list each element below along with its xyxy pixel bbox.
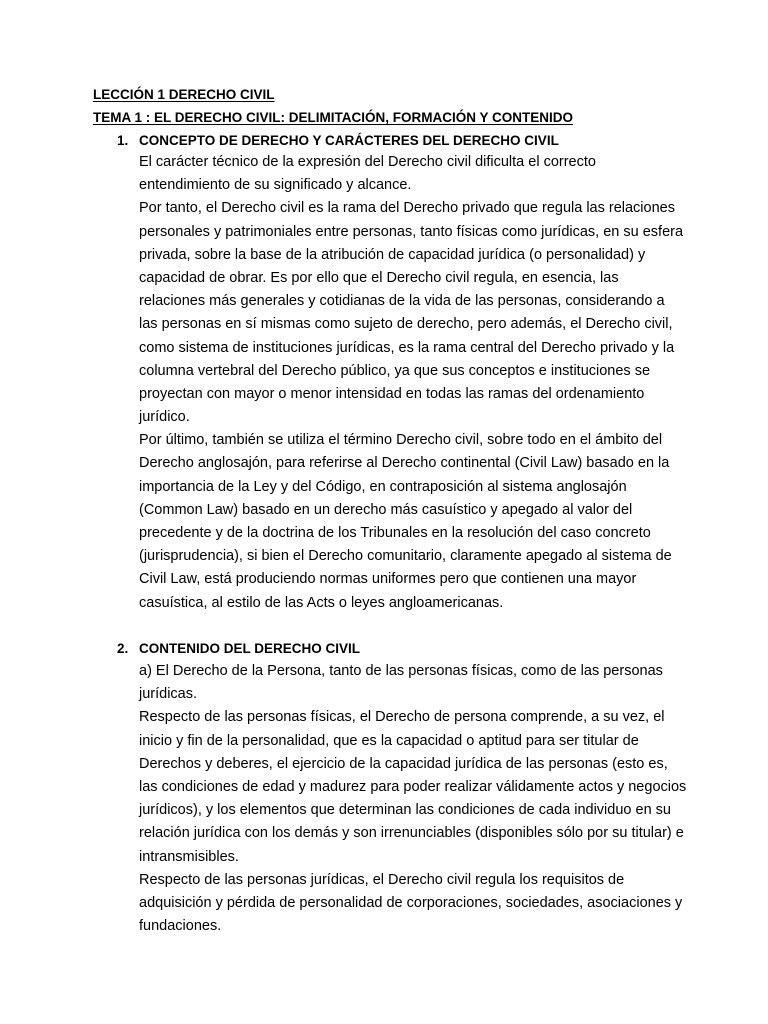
- text-line: inicio y fin de la personalidad, que es la capacidad o aptitud para ser titular de: [139, 732, 639, 749]
- section-title: CONCEPTO DE DERECHO Y CARÁCTERES DEL DERECHO CIVIL: [139, 133, 559, 148]
- text-line: Civil Law, está produciendo normas uniformes pero que contienen una mayor: [139, 571, 637, 588]
- text-line: jurídicas.: [139, 686, 198, 703]
- text-line: El carácter técnico de la expresión del Derecho civil dificulta el correcto: [139, 154, 596, 170]
- text-line: jurídicos), y los elementos que determinan las condiciones de cada individuo en su: [139, 802, 671, 819]
- text-line: a) El Derecho de la Persona, tanto de las personas físicas, como de las personas: [139, 663, 663, 679]
- section-body: [139, 151, 684, 615]
- text-line: capacidad de obrar. Es por ello que el Derecho civil regula, en esencia, las: [139, 269, 619, 286]
- text-line: intransmisibles.: [139, 848, 239, 865]
- lesson-heading: LECCIÓN 1 DERECHO CIVIL: [93, 87, 275, 102]
- section-number: 1.: [117, 133, 129, 148]
- text-line: columna vertebral del Derecho público, ya que sus conceptos e instituciones se: [139, 362, 651, 379]
- text-line: precedente y de la doctrina de los Tribunales en la resolución del caso concreto: [139, 525, 651, 541]
- text-line: personales y patrimoniales entre personas, tanto físicas como jurídicas, en su esfera: [139, 223, 684, 240]
- section-number: 2.: [117, 641, 129, 656]
- text-line: relación jurídica con los demás y son irrenunciables (disponibles sólo por su titular) e: [139, 825, 684, 842]
- topic-heading: TEMA 1 : EL DERECHO CIVIL: DELIMITACIÓN, FORMACIÓN Y CONTENIDO: [93, 110, 574, 125]
- text-line: Respecto de las personas físicas, el Derecho de persona comprende, a su vez, el: [139, 709, 665, 726]
- text-line: privada, sobre la base de la atribución de capacidad jurídica (o personalidad) y: [139, 246, 646, 263]
- text-line: fundaciones.: [139, 918, 222, 935]
- text-line: las personas en sí mismas como sujeto de derecho, pero además, el Derecho civil,: [139, 316, 673, 333]
- text-line: (Common Law) basado en un derecho más casuístico y apegado al valor del: [139, 501, 633, 518]
- text-line: como sistema de instituciones jurídicas, es la rama central del Derecho privado y la: [139, 339, 675, 356]
- text-line: importancia de la Ley y del Código, en contraposición al sistema anglosajón: [139, 478, 627, 495]
- text-line: Derecho anglosajón, para referirse al Derecho continental (Civil Law) basado en la: [139, 455, 670, 472]
- section-title: CONTENIDO DEL DERECHO CIVIL: [139, 641, 361, 656]
- text-line: las condiciones de edad y madurez para poder realizar válidamente actos y negocios: [139, 778, 687, 795]
- text-line: Por tanto, el Derecho civil es la rama del Derecho privado que regula las relaciones: [139, 200, 675, 217]
- text-line: Derechos y deberes, el ejercicio de la capacidad jurídica de las personas (esto es,: [139, 755, 668, 772]
- text-line: entendimiento de su significado y alcance.: [139, 177, 412, 194]
- text-line: casuística, al estilo de las Acts o leyes angloamericanas.: [139, 594, 504, 611]
- text-line: (jurisprudencia), si bien el Derecho comunitario, claramente apegado al sistema de: [139, 548, 672, 565]
- text-line: relaciones más generales y cotidianas de la vida de las personas, considerando a: [139, 293, 665, 310]
- section-body: [139, 660, 687, 938]
- text-line: jurídico.: [139, 409, 190, 426]
- text-line: adquisición y pérdida de personalidad de corporaciones, sociedades, asociaciones y: [139, 894, 683, 911]
- text-line: Respecto de las personas jurídicas, el Derecho civil regula los requisitos de: [139, 871, 625, 888]
- text-line: proyectan con mayor o menor intensidad en todas las ramas del ordenamiento: [139, 385, 645, 402]
- text-line: Por último, también se utiliza el término Derecho civil, sobre todo en el ámbito del: [139, 432, 663, 449]
